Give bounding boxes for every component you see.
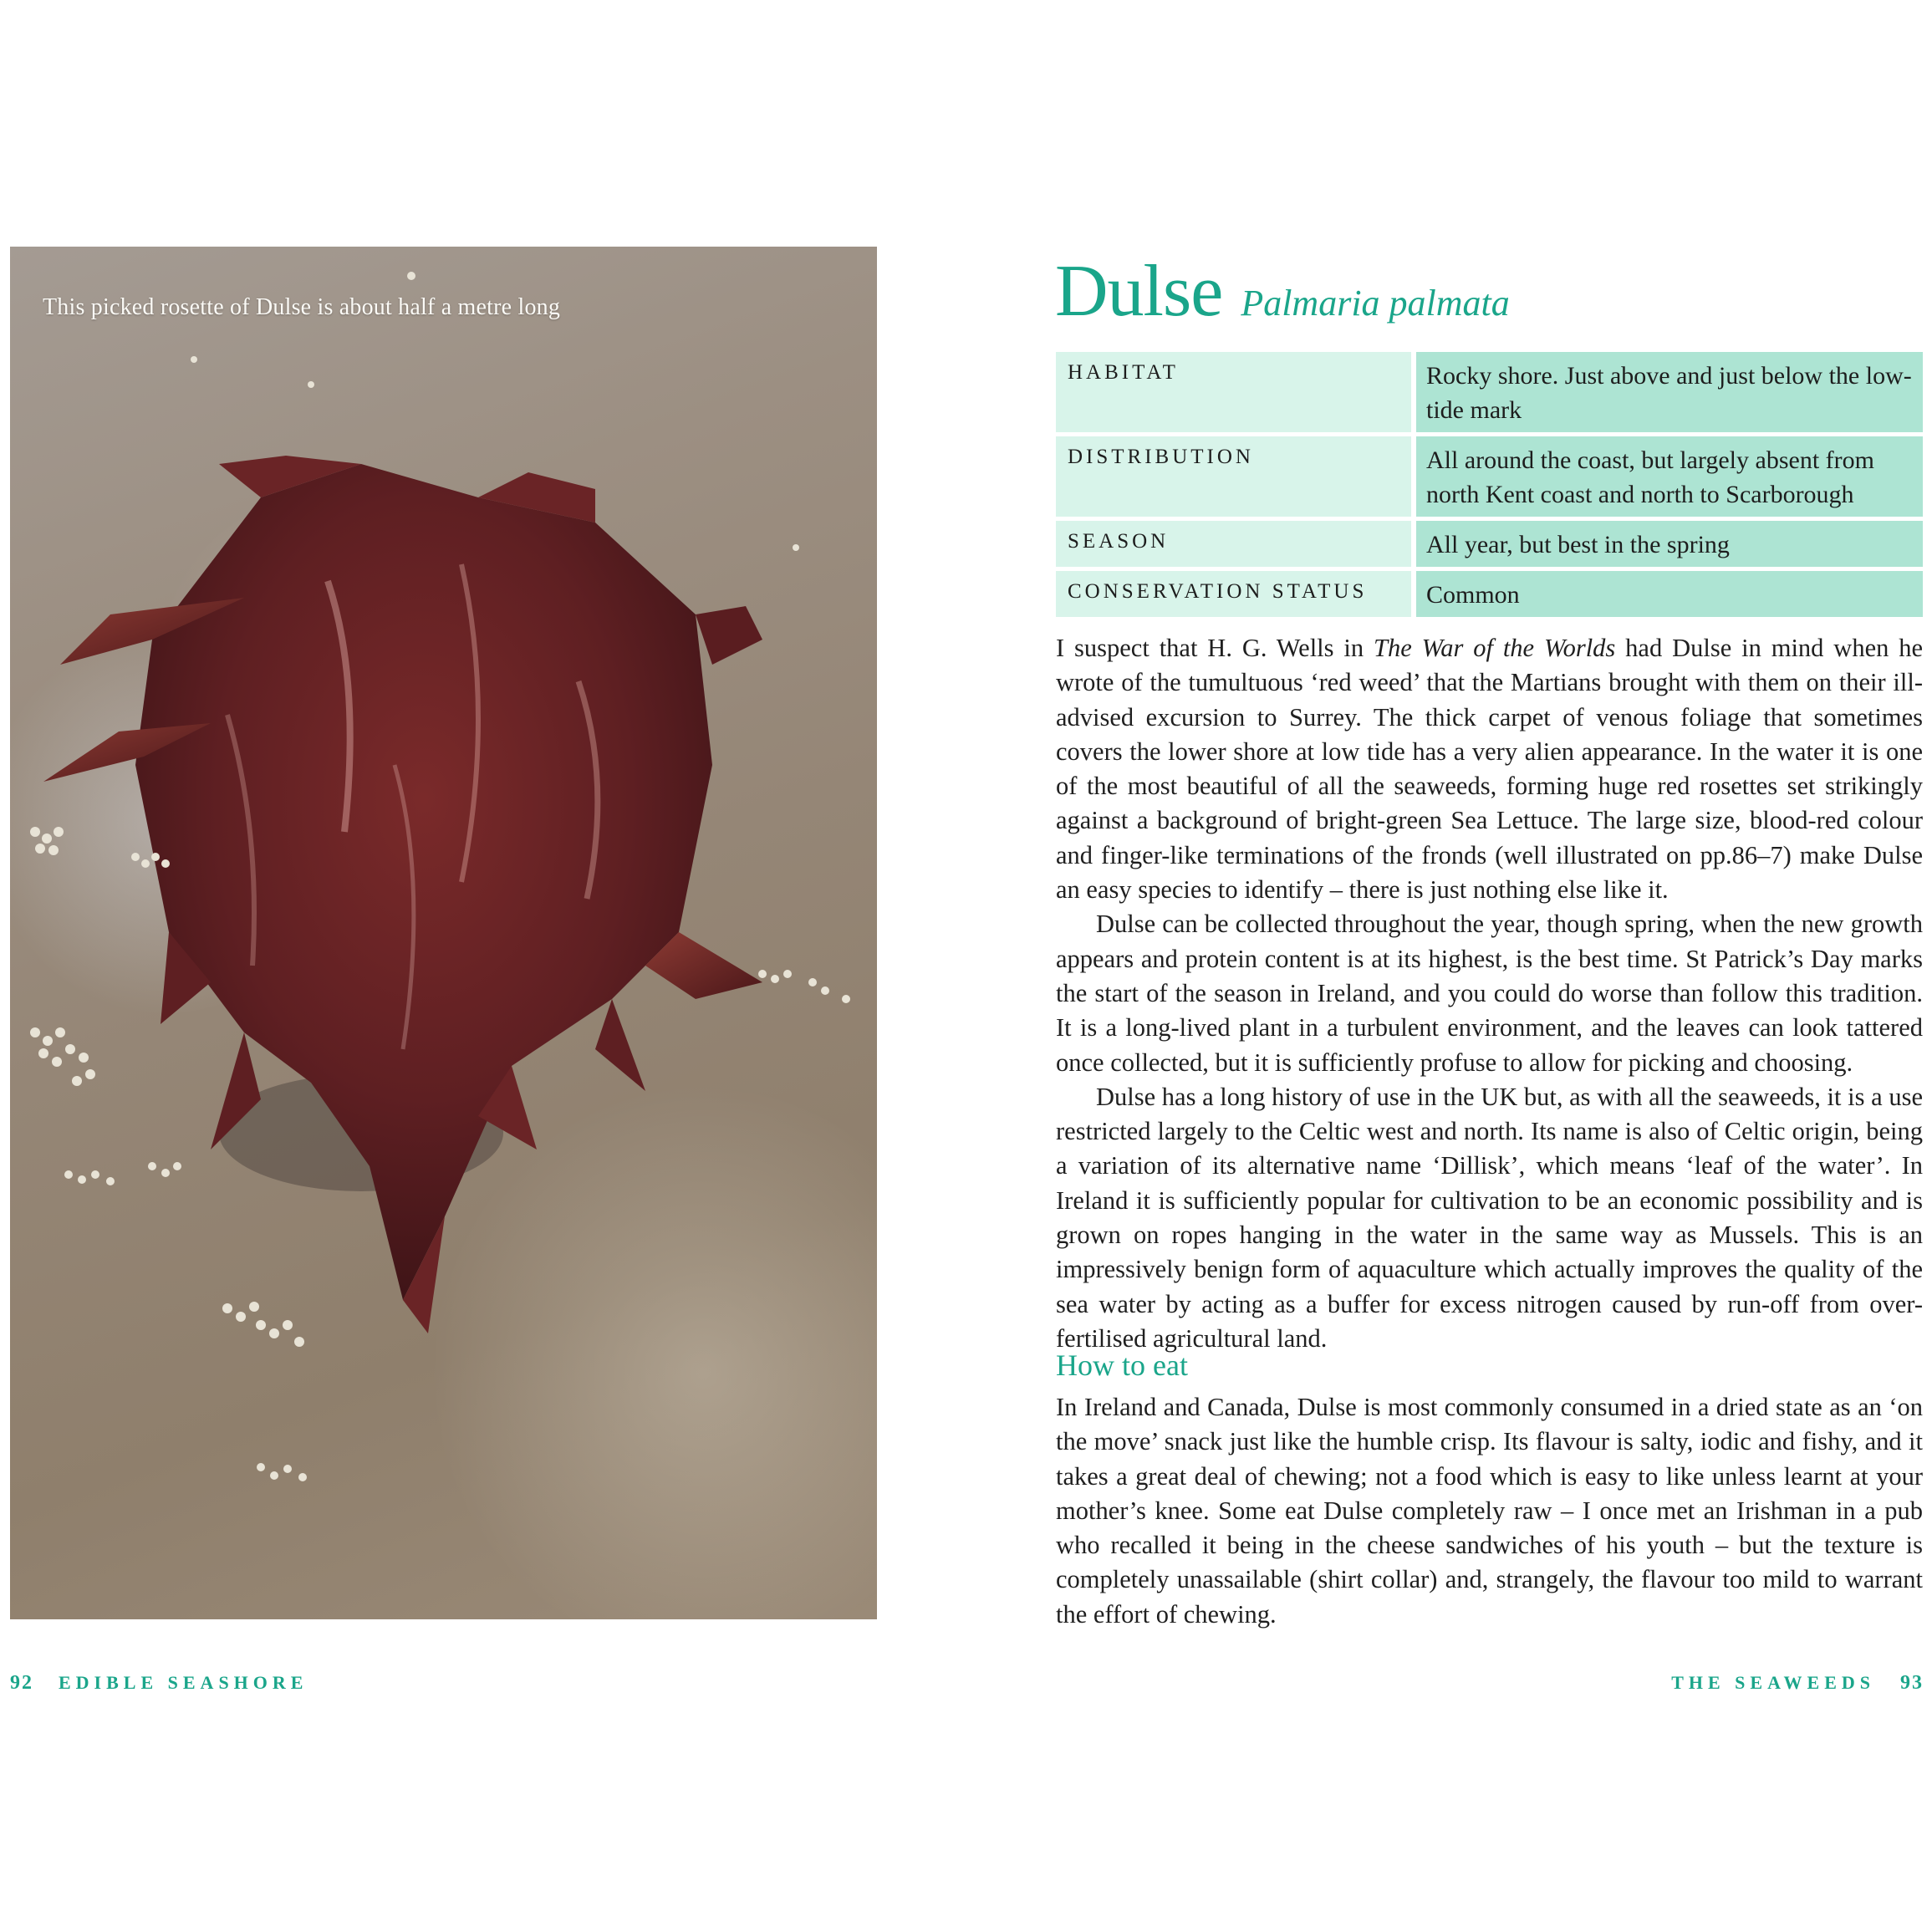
dulse-seaweed-illustration	[10, 247, 877, 1619]
fact-row-habitat	[1056, 352, 1923, 432]
running-head-left: EDIBLE SEASHORE	[59, 1672, 308, 1693]
fact-row-season	[1056, 521, 1923, 567]
latin-name: Palmaria palmata	[1241, 283, 1510, 324]
species-description	[1056, 631, 1923, 1356]
how-to-eat-section	[1056, 1390, 1923, 1632]
photo-caption: This picked rosette of Dulse is about half a metre long	[43, 294, 561, 320]
paragraph-history: Dulse has a long history of use in the UK but, as with all the seaweeds, it is a use restricted largely to the Celtic west and north. Its name is also of Celtic origin, being a variation of its alternative name ‘Dillisk’, which means ‘leaf of the water’. In Ireland it is sufficiently popular for cultivation to be an economic possibility and is grown on ropes hanging in the water in the same way as Mussels. This is an impressively benign form of aquaculture which actually improves the quality of the sea water by acting as a buffer for excess nitrogen caused by run-off from over-fertilised agricultural land.	[1056, 1082, 1923, 1353]
species-facts-table	[1056, 352, 1923, 621]
page-number-left: 92	[10, 1672, 33, 1694]
right-page-folio	[1671, 1672, 1924, 1695]
fact-label: SEASON	[1056, 521, 1411, 567]
common-name: Dulse	[1055, 251, 1223, 332]
fact-value: Rocky shore. Just above and just below the low-tide mark	[1416, 352, 1923, 432]
dulse-photograph	[10, 247, 877, 1619]
left-page-folio	[10, 1672, 308, 1695]
paragraph-how-to-eat: In Ireland and Canada, Dulse is most commonly consumed in a dried state as an ‘on the move’ snack just like the humble crisp. Its flavour is salty, iodic and fishy, and it takes a great deal of chewing; not a food which is easy to like unless learnt at your mother’s knee. Some eat Dulse completely raw – I once met an Irishman in a pub who recalled it being in the cheese sandwiches of his youth – but the texture is completely unassailable (shirt collar) and, strangely, the flavour too mild to warrant the effort of chewing.	[1056, 1393, 1923, 1629]
fact-label: DISTRIBUTION	[1056, 436, 1411, 517]
fact-value: Common	[1416, 571, 1923, 617]
paragraph-collecting: Dulse can be collected throughout the year, though spring, when the new growth appears and protein content is at its highest, is the best time. St Patrick’s Day marks the start of the season in Ireland, and you could do worse than follow this tradition. It is a long-lived plant in a turbulent environment, and the leaves can look tattered once collected, but it is sufficiently profuse to allow for picking and choosing.	[1056, 910, 1923, 1077]
book-title: The War of the Worlds	[1374, 634, 1616, 662]
fact-label: HABITAT	[1056, 352, 1411, 432]
fact-label: CONSERVATION STATUS	[1056, 571, 1411, 617]
running-head-right: THE SEAWEEDS	[1671, 1672, 1875, 1693]
fact-row-distribution	[1056, 436, 1923, 517]
fact-row-conservation-status	[1056, 571, 1923, 617]
fact-value: All year, but best in the spring	[1416, 521, 1923, 567]
species-title	[1055, 251, 1510, 332]
how-to-eat-heading: How to eat	[1056, 1348, 1188, 1382]
paragraph-intro: I suspect that H. G. Wells in The War of the Worlds had Dulse in mind when he wrote of the tumultuous ‘red weed’ that the Martians brought with them on their ill-advised excursion to Surrey. The thick carpet of venous foliage that sometimes covers the lower shore at low tide has a very alien appearance. In the water it is one of the most beautiful of all the seaweeds, forming huge red rosettes set strikingly against a background of bright-green Sea Lettuce. The large size, blood-red colour and finger-like terminations of the fronds (well illustrated on pp.86–7) make Dulse an easy species to identify – there is just nothing else like it.	[1056, 634, 1924, 905]
fact-value: All around the coast, but largely absent from north Kent coast and north to Scarborough	[1416, 436, 1923, 517]
page-number-right: 93	[1900, 1672, 1924, 1694]
